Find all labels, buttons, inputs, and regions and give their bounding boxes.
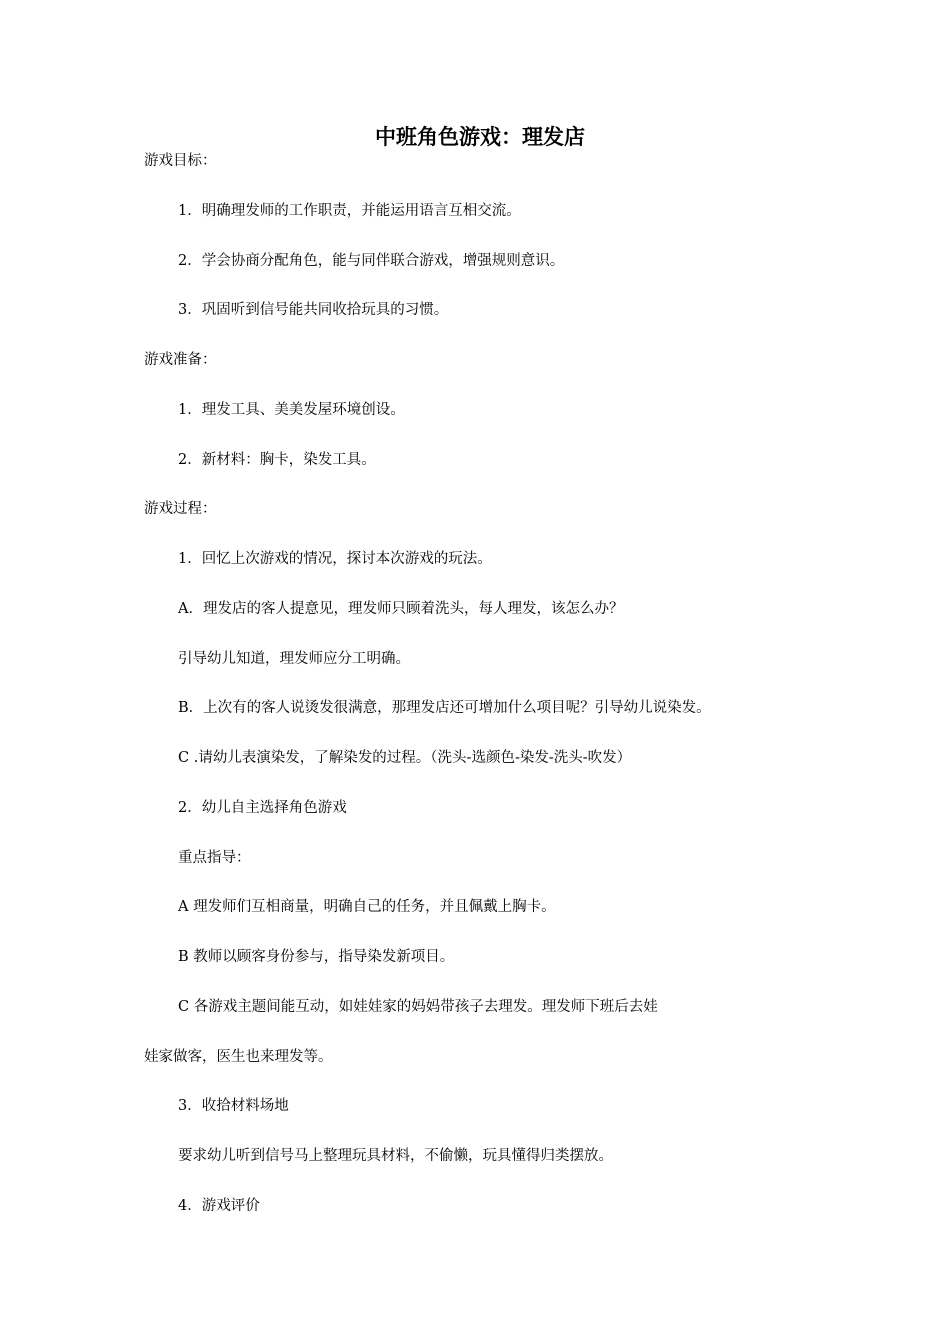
section-heading-goals: 游戏目标： bbox=[144, 153, 217, 169]
guidance-heading: 重点指导： bbox=[178, 850, 251, 866]
goal-item-2: 2．学会协商分配角色，能与同伴联合游戏，增强规则意识。 bbox=[178, 253, 565, 269]
process-step-2: 2．幼儿自主选择角色游戏 bbox=[178, 800, 347, 816]
section-heading-preparation: 游戏准备： bbox=[144, 352, 217, 368]
process-point-c: C .请幼儿表演染发，了解染发的过程。（洗头-选颜色-染发-洗头-吹发） bbox=[178, 750, 632, 766]
process-text-cleanup: 要求幼儿听到信号马上整理玩具材料，不偷懒，玩具懂得归类摆放。 bbox=[178, 1148, 613, 1164]
goal-item-1: 1．明确理发师的工作职责，并能运用语言互相交流。 bbox=[178, 203, 521, 219]
guidance-item-b: B 教师以顾客身份参与，指导染发新项目。 bbox=[178, 949, 455, 965]
process-point-a: A．理发店的客人提意见，理发师只顾着洗头，每人理发，该怎么办？ bbox=[178, 601, 624, 617]
process-step-4: 4．游戏评价 bbox=[178, 1198, 260, 1214]
guidance-item-a: A 理发师们互相商量，明确自己的任务，并且佩戴上胸卡。 bbox=[178, 899, 556, 915]
section-heading-process: 游戏过程： bbox=[144, 501, 217, 517]
preparation-item-1: 1．理发工具、美美发屋环境创设。 bbox=[178, 402, 405, 418]
process-step-1: 1．回忆上次游戏的情况，探讨本次游戏的玩法。 bbox=[178, 551, 492, 567]
guidance-item-c-continued: 娃家做客，医生也来理发等。 bbox=[144, 1049, 333, 1065]
preparation-item-2: 2．新材料：胸卡，染发工具。 bbox=[178, 452, 376, 468]
process-step-3: 3．收拾材料场地 bbox=[178, 1098, 289, 1114]
page-title: 中班角色游戏：理发店 bbox=[375, 124, 585, 149]
process-point-b: B．上次有的客人说烫发很满意，那理发店还可增加什么项目呢？引导幼儿说染发。 bbox=[178, 700, 711, 716]
goal-item-3: 3．巩固听到信号能共同收拾玩具的习惯。 bbox=[178, 302, 449, 318]
process-text-guide: 引导幼儿知道，理发师应分工明确。 bbox=[178, 651, 410, 667]
guidance-item-c: C 各游戏主题间能互动，如娃娃家的妈妈带孩子去理发。理发师下班后去娃 bbox=[178, 999, 658, 1015]
